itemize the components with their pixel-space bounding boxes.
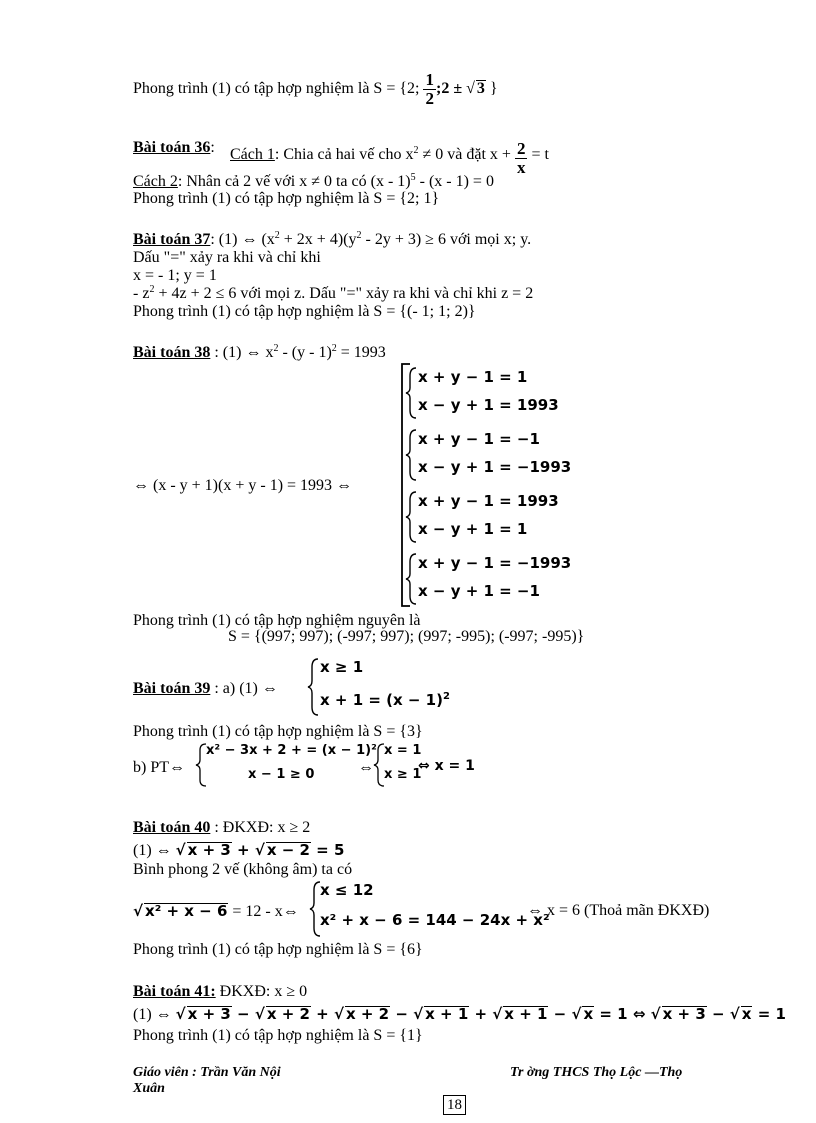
p39-b-eq-1: x² − 3x + 2 + = (x − 1)² [206, 743, 377, 758]
problem-38-line-1: Bài toán 38 : (1) ⇔ $x^2 - (y - 1)^2 = 1993$ [133, 343, 386, 361]
problem-40-line-1: Bài toán 40 : ĐKXĐ: x ≥ 2 [133, 819, 311, 836]
problem-41-title: Bài toán 41: [133, 983, 216, 1000]
system-1-eq-2: x − y + 1 = 1993 [418, 396, 559, 414]
problem-36-method-2: Cách 2: Nhân cả 2 vế với x ≠ 0 ta có (x - 1)$^5$ - (x - 1) = 0 [133, 172, 494, 190]
problem-40-line-4: √ x² + x − 6 = 12 - x⇔ [133, 902, 299, 920]
problem-41-solution: Phong trình (1) có tập hợp nghiệm là S = {1} [133, 1027, 423, 1044]
problem-40-line-3: Bình phong 2 vế (không âm) ta có [133, 861, 353, 878]
brace [374, 742, 384, 788]
brace [196, 742, 206, 788]
problem-38-title: Bài toán 38 [133, 344, 211, 361]
footer-teacher: Giáo viên : Trần Văn Nội [133, 1065, 281, 1080]
problem-37-title: Bài toán 37 [133, 231, 211, 248]
system-3-eq-2: x − y + 1 = 1 [418, 520, 528, 538]
problem-41-line-1: Bài toán 41: ĐKXĐ: x ≥ 0 [133, 983, 308, 1000]
brace [310, 880, 320, 938]
problem-38-solution: Phong trình (1) có tập hợp nghiệm nguyên là [133, 612, 421, 629]
problem-38-factored: ⇔ (x - y + 1)(x + y - 1) = 1993 ⇔ [133, 477, 353, 494]
problem-36-method-1: Cách 1: Chia cả hai vế cho $x^2 \ne 0$ và đặt x + $\frac{2}{x}$ = t [230, 139, 549, 177]
problem-37-line-3: x = - 1; y = 1 [133, 267, 217, 284]
fraction: $\frac{2}{x}$ [516, 139, 526, 177]
page-number: 18 [443, 1097, 466, 1113]
problem-39-line-1: Bài toán 39 : a) (1) ⇔ [133, 680, 278, 697]
system-1-eq-1: x + y − 1 = 1 [418, 368, 528, 386]
problem-40-title: Bài toán 40 [133, 819, 211, 836]
p39-b-result: ⇔ x = 1 [418, 758, 475, 774]
system-3-eq-1: x + y − 1 = 1993 [418, 492, 559, 510]
problem-36-title: Bài toán 36 [133, 139, 211, 156]
p39-system-eq-1: x ≥ 1 [320, 658, 364, 676]
p40-sys-eq-2: x² + x − 6 = 144 − 24x + x² [320, 911, 550, 929]
p39-b-label: b) PT⇔ [133, 759, 185, 776]
problem-39-solution: Phong trình (1) có tập hợp nghiệm là S = {3} [133, 723, 423, 740]
brace [308, 657, 318, 717]
problem-38-solution-set: S = {(997; 997); (-997; 997); (997; -995); (-997; -995)} [228, 628, 585, 645]
solution-text: Phong trình (1) có tập hợp nghiệm là S = { [133, 80, 408, 98]
problem-40-solution: Phong trình (1) có tập hợp nghiệm là S = {6} [133, 941, 423, 958]
p40-sys-eq-1: x ≤ 12 [320, 881, 374, 899]
system-4-eq-2: x − y + 1 = −1 [418, 582, 540, 600]
equiv: ⇔ [358, 759, 374, 776]
p39-b-eq-2: x − 1 ≥ 0 [248, 767, 315, 782]
p40-result: ⇔ x = 6 (Thoả mãn ĐKXĐ) [527, 902, 710, 919]
problem-40-line-2: (1) ⇔ √ x + 3 + √ x − 2 = 5 [133, 841, 345, 859]
p39-b-eq-3: x = 1 [384, 743, 422, 758]
system-brackets [396, 362, 416, 612]
problem-36-line-1: Bài toán 36: [133, 139, 215, 156]
p39-system-eq-2: $x + 1 = (x - 1)^2$ [320, 691, 450, 709]
system-2-eq-2: x − y + 1 = −1993 [418, 458, 572, 476]
fraction: $\frac{1}{2}$ [425, 70, 434, 108]
problem-39-title: Bài toán 39 [133, 680, 211, 697]
footer-school: Tr ờng THCS Thọ Lộc —Thọ [510, 1065, 683, 1080]
problem-37-line-4: - $z^2 + 4z + 2 \le 6$ với mọi z. Dấu "=" xảy ra khi và chỉ khi z = 2 [133, 284, 534, 302]
footer-school-cont: Xuân [133, 1081, 165, 1096]
problem-36-solution: Phong trình (1) có tập hợp nghiệm là S = {2; 1} [133, 190, 440, 207]
system-4-eq-1: x + y − 1 = −1993 [418, 554, 572, 572]
p39-b-eq-4: x ≥ 1 [384, 767, 422, 782]
system-2-eq-1: x + y − 1 = −1 [418, 430, 540, 448]
problem-37-line-1: Bài toán 37: (1) ⇔ $(x^2 + 2x + 4)(y^2 - 2y + 3) \ge 6$ với mọi x; y. [133, 230, 532, 248]
prev-solution: Phong trình (1) có tập hợp nghiệm là S = {2; $\frac{1}{2}$ ;2 ± √ 3 } [133, 70, 498, 108]
problem-37-line-2: Dấu "=" xảy ra khi và chỉ khi [133, 249, 321, 266]
problem-41-line-2: (1) ⇔ √ x + 3 − √ x + 2 + √ x + 2 − √ x + 1 + √ x + 1 − √ x = 1 ⇔ √ x + 3 − √ x = 1 [133, 1005, 786, 1023]
problem-37-solution: Phong trình (1) có tập hợp nghiệm là S = {(- 1; 1; 2)} [133, 303, 476, 320]
